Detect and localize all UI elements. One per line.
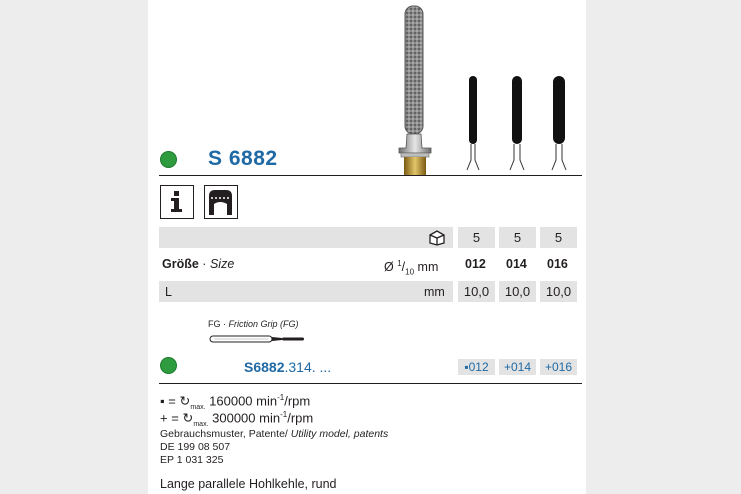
size-014: 014 bbox=[506, 257, 527, 271]
patent-number-2: EP 1 031 325 bbox=[160, 454, 224, 466]
bur-illustration bbox=[398, 0, 448, 175]
pack-qty-012: 5 bbox=[458, 227, 495, 248]
length-014: 10,0 bbox=[499, 281, 536, 302]
size-silhouette-012 bbox=[465, 72, 481, 172]
pack-row-band bbox=[159, 227, 453, 248]
order-status-dot bbox=[160, 357, 177, 374]
size-016: 016 bbox=[547, 257, 568, 271]
patent-label: Gebrauchsmuster, Patente/ Utility model, patents bbox=[160, 428, 389, 440]
shank-label: FG · Friction Grip (FG) bbox=[208, 319, 299, 329]
info-icon bbox=[160, 185, 194, 219]
size-silhouette-014 bbox=[508, 72, 526, 172]
speed-line-1: ▪ = $↻_{max.}$ 160000 $\min^{-1}$/rpm bbox=[160, 393, 311, 411]
length-row-band bbox=[159, 281, 453, 302]
status-dot bbox=[160, 151, 177, 168]
order-code: S6882.314. ... bbox=[244, 359, 332, 375]
order-divider bbox=[159, 383, 582, 384]
left-margin bbox=[0, 0, 148, 494]
length-012: 10,0 bbox=[458, 281, 495, 302]
rotation-icon: ↻ bbox=[179, 393, 191, 409]
length-016: 10,0 bbox=[540, 281, 577, 302]
order-tag-014[interactable]: +014 bbox=[499, 359, 536, 375]
tooth-preparation-icon bbox=[204, 185, 238, 219]
length-unit: mm bbox=[424, 285, 445, 299]
title-divider bbox=[159, 175, 582, 176]
size-unit: Ø $^1/_{10}$ mm bbox=[384, 259, 439, 277]
size-012: 012 bbox=[465, 257, 486, 271]
rotation-icon: ↻ bbox=[182, 410, 194, 426]
patent-number-1: DE 199 08 507 bbox=[160, 441, 231, 453]
product-code: S 6882 bbox=[208, 147, 278, 170]
order-tag-016[interactable]: +016 bbox=[540, 359, 577, 375]
size-label: Größe · Size bbox=[162, 257, 235, 271]
size-silhouette-016 bbox=[549, 72, 569, 172]
package-icon bbox=[428, 229, 446, 246]
pack-qty-016: 5 bbox=[540, 227, 577, 248]
pack-qty-014: 5 bbox=[499, 227, 536, 248]
product-description: Lange parallele Hohlkehle, rund bbox=[160, 477, 337, 491]
length-label: L bbox=[165, 285, 172, 299]
fg-bur-drawing bbox=[208, 332, 308, 346]
order-tag-012[interactable]: ▪012 bbox=[458, 359, 495, 375]
speed-line-2: + = $↻_{max.}$ 300000 $\min^{-1}$/rpm bbox=[160, 410, 314, 428]
right-margin bbox=[586, 0, 741, 494]
